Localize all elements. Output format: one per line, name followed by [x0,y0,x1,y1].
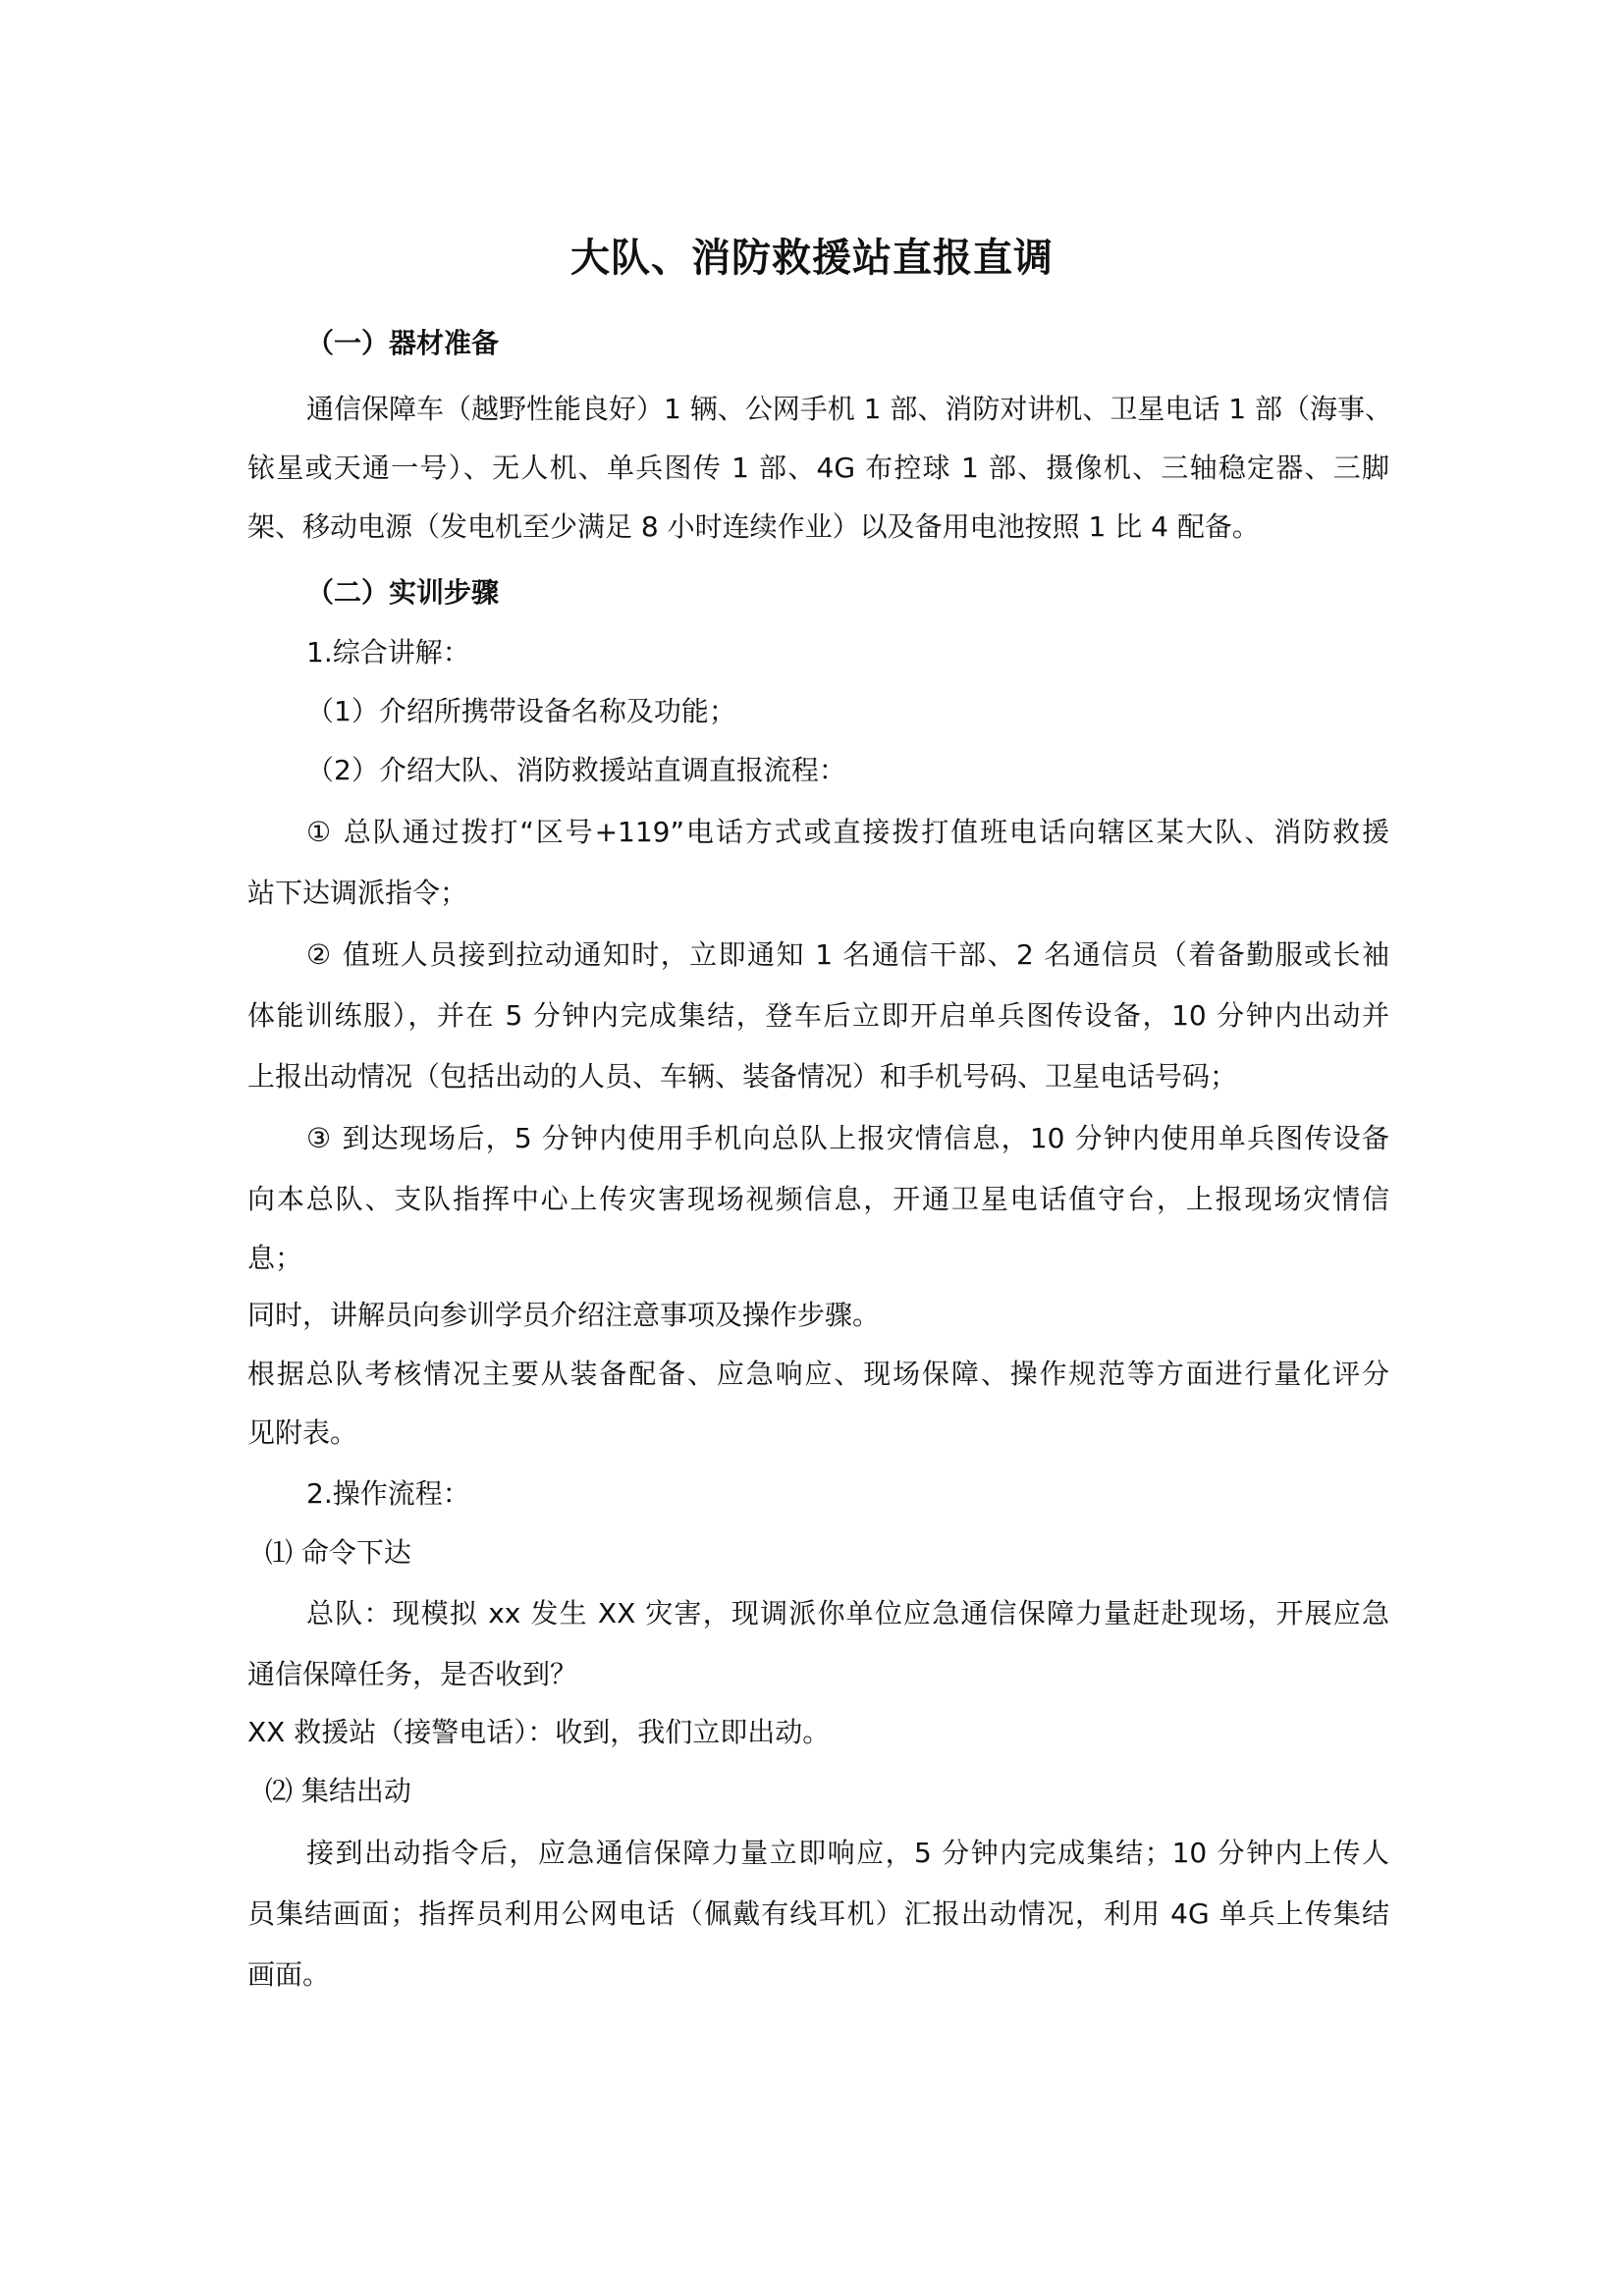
list-item: （2）介绍大队、消防救援站直调直报流程： [306,754,846,786]
list-item: （1）介绍所携带设备名称及功能； [306,695,736,727]
paragraph-line: 上报出动情况（包括出动的人员、车辆、装备情况）和手机号码、卫星电话号码； [247,1060,1238,1093]
paragraph-line: 见附表。 [247,1416,358,1449]
step-heading: ⑵ 集结出动 [265,1775,411,1807]
paragraph-line: XX 救援站（接警电话）：收到，我们立即出动。 [247,1716,831,1748]
paragraph-line: ① 总队通过拨打“区号+119”电话方式或直接拨打值班电话向辖区某大队、消防救援 [306,816,1389,848]
paragraph-line: 体能训练服），并在 5 分钟内完成集结，登车后立即开启单兵图传设备，10 分钟内出动并 [247,999,1389,1032]
paragraph-line: ③ 到达现场后，5 分钟内使用手机向总队上报灾情信息，10 分钟内使用单兵图传设备 [306,1122,1389,1154]
paragraph-line: 同时，讲解员向参训学员介绍注意事项及操作步骤。 [247,1299,881,1331]
paragraph-line: ② 值班人员接到拉动通知时，立即通知 1 名通信干部、2 名通信员（着备勤服或长袖 [306,938,1389,971]
paragraph-line: 接到出动指令后，应急通信保障力量立即响应，5 分钟内完成集结；10 分钟内上传人 [306,1837,1389,1869]
section-heading-steps: （二）实训步骤 [306,576,500,609]
paragraph-line: 息； [247,1242,303,1274]
paragraph-line: 通信保障车（越野性能良好）1 辆、公网手机 1 部、消防对讲机、卫星电话 1 部（海事、 [306,393,1392,425]
paragraph-line: 站下达调派指令； [247,877,468,909]
paragraph-line: 总队：现模拟 xx 发生 XX 灾害，现调派你单位应急通信保障力量赶赴现场，开展应急 [306,1597,1389,1629]
step-heading: ⑴ 命令下达 [265,1536,411,1569]
paragraph-line: 画面。 [247,1958,331,1991]
subheading-explanation: 1.综合讲解： [306,636,470,668]
paragraph-line: 铱星或天通一号）、无人机、单兵图传 1 部、4G 布控球 1 部、摄像机、三轴稳定器、三脚 [247,452,1389,484]
paragraph-line: 通信保障任务，是否收到？ [247,1658,578,1690]
subheading-procedure: 2.操作流程： [306,1477,470,1510]
paragraph-line: 架、移动电源（发电机至少满足 8 小时连续作业）以及备用电池按照 1 比 4 配备。 [247,510,1260,543]
page-title: 大队、消防救援站直报直调 [570,236,1054,281]
paragraph-line: 向本总队、支队指挥中心上传灾害现场视频信息，开通卫星电话值守台，上报现场灾情信 [247,1183,1389,1215]
paragraph-line: 根据总队考核情况主要从装备配备、应急响应、现场保障、操作规范等方面进行量化评分 [247,1358,1389,1390]
paragraph-line: 员集结画面；指挥员利用公网电话（佩戴有线耳机）汇报出动情况，利用 4G 单兵上传集结 [247,1897,1389,1930]
section-heading-equipment: （一）器材准备 [306,327,500,359]
